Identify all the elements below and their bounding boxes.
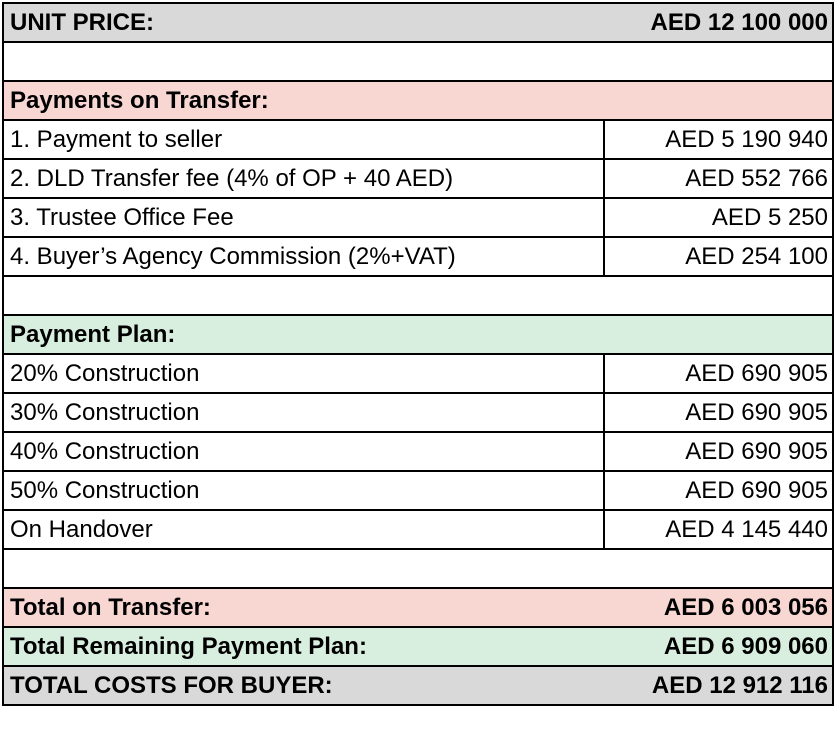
table-row [3,198,833,237]
total-remaining-label[interactable]: Total Remaining Payment Plan: [3,627,604,666]
total-remaining-row [3,627,833,666]
plan-item-label[interactable]: 20% Construction [3,354,604,393]
payment-breakdown-table [2,2,834,706]
table-row [3,159,833,198]
unit-price-value[interactable]: AED 12 100 000 [604,3,833,42]
table-row [3,471,833,510]
transfer-item-label[interactable]: 2. DLD Transfer fee (4% of OP + 40 AED) [3,159,604,198]
total-buyer-value[interactable]: AED 12 912 116 [604,666,833,705]
table-row [3,510,833,549]
table-row [3,237,833,276]
plan-heading[interactable]: Payment Plan: [3,315,833,354]
transfer-item-label[interactable]: 1. Payment to seller [3,120,604,159]
transfer-item-label[interactable]: 4. Buyer’s Agency Commission (2%+VAT) [3,237,604,276]
total-buyer-label[interactable]: TOTAL COSTS FOR BUYER: [3,666,604,705]
spacer-row [3,42,833,81]
empty-cell[interactable] [3,42,833,81]
table-row [3,393,833,432]
table-row [3,120,833,159]
unit-price-label[interactable]: UNIT PRICE: [3,3,604,42]
spacer-row [3,549,833,588]
transfer-item-value[interactable]: AED 5 190 940 [604,120,833,159]
total-transfer-row [3,588,833,627]
plan-item-label[interactable]: 40% Construction [3,432,604,471]
plan-item-value[interactable]: AED 690 905 [604,471,833,510]
transfer-heading-row [3,81,833,120]
plan-item-label[interactable]: On Handover [3,510,604,549]
plan-item-value[interactable]: AED 4 145 440 [604,510,833,549]
unit-price-row [3,3,833,42]
empty-cell[interactable] [3,276,833,315]
empty-cell[interactable] [3,549,833,588]
transfer-heading[interactable]: Payments on Transfer: [3,81,833,120]
transfer-item-value[interactable]: AED 552 766 [604,159,833,198]
plan-item-value[interactable]: AED 690 905 [604,432,833,471]
plan-item-value[interactable]: AED 690 905 [604,354,833,393]
transfer-item-label[interactable]: 3. Trustee Office Fee [3,198,604,237]
table-row [3,432,833,471]
total-transfer-label[interactable]: Total on Transfer: [3,588,604,627]
total-buyer-row [3,666,833,705]
transfer-item-value[interactable]: AED 5 250 [604,198,833,237]
plan-heading-row [3,315,833,354]
plan-item-value[interactable]: AED 690 905 [604,393,833,432]
plan-item-label[interactable]: 50% Construction [3,471,604,510]
total-remaining-value[interactable]: AED 6 909 060 [604,627,833,666]
transfer-item-value[interactable]: AED 254 100 [604,237,833,276]
total-transfer-value[interactable]: AED 6 003 056 [604,588,833,627]
spacer-row [3,276,833,315]
table-row [3,354,833,393]
plan-item-label[interactable]: 30% Construction [3,393,604,432]
